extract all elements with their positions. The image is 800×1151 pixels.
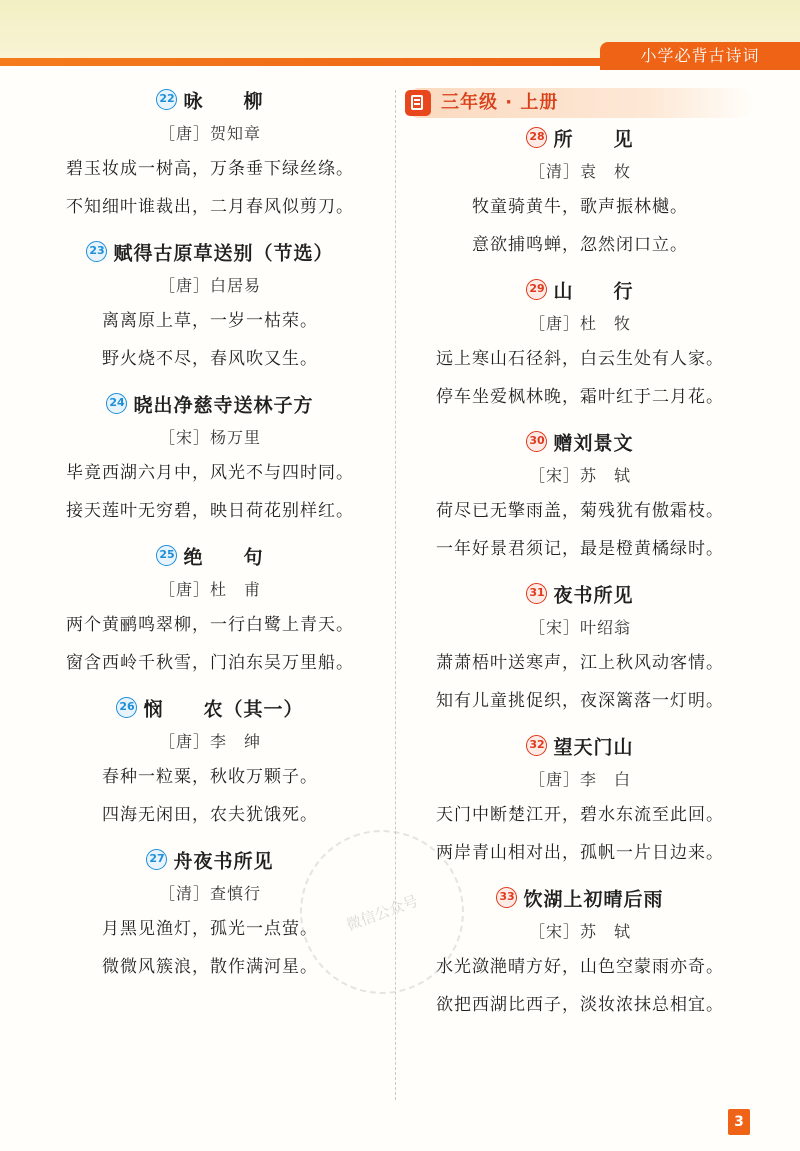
- poem-line: 知有儿童挑促织，夜深篱落一灯明。: [436, 691, 724, 711]
- poem-line: 窗含西岭千秋雪，门泊东吴万里船。: [66, 653, 354, 673]
- grade-label: 三年级 · 上册: [441, 92, 559, 113]
- poem-title-row: [405, 426, 755, 460]
- poem-number-badge: 30: [526, 431, 547, 452]
- poem-author: ［唐］杜 牧: [528, 314, 631, 333]
- poem-title: 所 见: [553, 128, 634, 151]
- poem-title-row: [405, 730, 755, 764]
- poem-line: 毕竟西湖六月中，风光不与四时同。: [66, 463, 354, 483]
- poem-line: 春种一粒粟，秋收万颗子。: [102, 767, 318, 787]
- poem-number-badge: 25: [156, 545, 177, 566]
- poem-32: [405, 730, 755, 872]
- poem-23: [40, 236, 380, 378]
- poem-author: ［宋］叶绍翁: [528, 618, 631, 637]
- poem-28: [405, 122, 755, 264]
- page-number: 3: [728, 1109, 750, 1135]
- poem-line: 接天莲叶无穷碧，映日荷花别样红。: [66, 501, 354, 521]
- poem-number-badge: 24: [106, 393, 127, 414]
- poem-line: 停车坐爱枫林晚，霜叶红于二月花。: [436, 387, 724, 407]
- grade-banner: [405, 88, 755, 118]
- poem-line: 野火烧不尽，春风吹又生。: [102, 349, 318, 369]
- poem-title: 咏 柳: [183, 90, 264, 113]
- poem-title-row: [405, 122, 755, 156]
- poem-author: ［清］袁 枚: [528, 162, 631, 181]
- poem-title: 晓出净慈寺送林子方: [133, 394, 314, 417]
- poem-number-badge: 22: [156, 89, 177, 110]
- poem-number-badge: 27: [146, 849, 167, 870]
- poem-title-row: [40, 388, 380, 422]
- poem-title: 舟夜书所见: [173, 850, 274, 873]
- poem-25: [40, 540, 380, 682]
- poem-title: 望天门山: [553, 736, 634, 759]
- poem-title-row: [40, 236, 380, 270]
- poem-number-badge: 29: [526, 279, 547, 300]
- poem-line: 四海无闲田，农夫犹饿死。: [102, 805, 318, 825]
- poem-title-row: [40, 692, 380, 726]
- poem-author: ［唐］李 白: [528, 770, 631, 789]
- poem-title: 赋得古原草送别（节选）: [113, 242, 334, 265]
- poem-line: 离离原上草，一岁一枯荣。: [102, 311, 318, 331]
- poem-line: 两岸青山相对出，孤帆一片日边来。: [436, 843, 724, 863]
- poem-number-badge: 28: [526, 127, 547, 148]
- poem-author: ［宋］杨万里: [158, 428, 261, 447]
- poem-title: 赠刘景文: [553, 432, 634, 455]
- poem-number-badge: 23: [86, 241, 107, 262]
- watermark-stamp: 微信公众号: [277, 807, 487, 1017]
- book-icon: [405, 90, 431, 116]
- poem-title-row: [405, 578, 755, 612]
- poem-line: 一年好景君须记，最是橙黄橘绿时。: [436, 539, 724, 559]
- poem-line: 不知细叶谁裁出，二月春风似剪刀。: [66, 197, 354, 217]
- poem-author: ［唐］杜 甫: [158, 580, 261, 599]
- poem-number-badge: 33: [496, 887, 517, 908]
- poem-number-badge: 31: [526, 583, 547, 604]
- poem-line: 远上寒山石径斜，白云生处有人家。: [436, 349, 724, 369]
- poem-author: ［唐］李 绅: [158, 732, 261, 751]
- poem-title: 夜书所见: [553, 584, 634, 607]
- poem-number-badge: 26: [116, 697, 137, 718]
- book-title-tab: 小学必背古诗词: [600, 42, 800, 70]
- poem-line: 萧萧梧叶送寒声，江上秋风动客情。: [436, 653, 724, 673]
- poem-number-badge: 32: [526, 735, 547, 756]
- poem-line: 月黑见渔灯，孤光一点萤。: [102, 919, 318, 939]
- poem-30: [405, 426, 755, 568]
- poem-line: 天门中断楚江开，碧水东流至此回。: [436, 805, 724, 825]
- poem-line: 牧童骑黄牛，歌声振林樾。: [472, 197, 688, 217]
- poem-line: 意欲捕鸣蝉，忽然闭口立。: [472, 235, 688, 255]
- poem-author: ［宋］苏 轼: [528, 922, 631, 941]
- poem-line: 两个黄鹂鸣翠柳，一行白鹭上青天。: [66, 615, 354, 635]
- poem-author: ［唐］白居易: [158, 276, 261, 295]
- poem-31: [405, 578, 755, 720]
- poem-line: 碧玉妆成一树高，万条垂下绿丝绦。: [66, 159, 354, 179]
- poem-line: 微微风簇浪，散作满河星。: [102, 957, 318, 977]
- poem-26: [40, 692, 380, 834]
- poem-22: [40, 84, 380, 226]
- poem-title: 绝 句: [183, 546, 264, 569]
- poem-title: 悯 农（其一）: [143, 698, 304, 721]
- poem-24: [40, 388, 380, 530]
- poem-line: 欲把西湖比西子，淡妆浓抹总相宜。: [436, 995, 724, 1015]
- poem-author: ［唐］贺知章: [158, 124, 261, 143]
- poem-title-row: [405, 274, 755, 308]
- poem-title-row: [40, 84, 380, 118]
- poem-29: [405, 274, 755, 416]
- poem-title-row: [40, 540, 380, 574]
- poem-author: ［宋］苏 轼: [528, 466, 631, 485]
- poem-line: 荷尽已无擎雨盖，菊残犹有傲霜枝。: [436, 501, 724, 521]
- poem-author: ［清］查慎行: [158, 884, 261, 903]
- poem-line: 水光潋滟晴方好，山色空蒙雨亦奇。: [436, 957, 724, 977]
- poem-title: 山 行: [553, 280, 634, 303]
- poem-title: 饮湖上初晴后雨: [523, 888, 664, 911]
